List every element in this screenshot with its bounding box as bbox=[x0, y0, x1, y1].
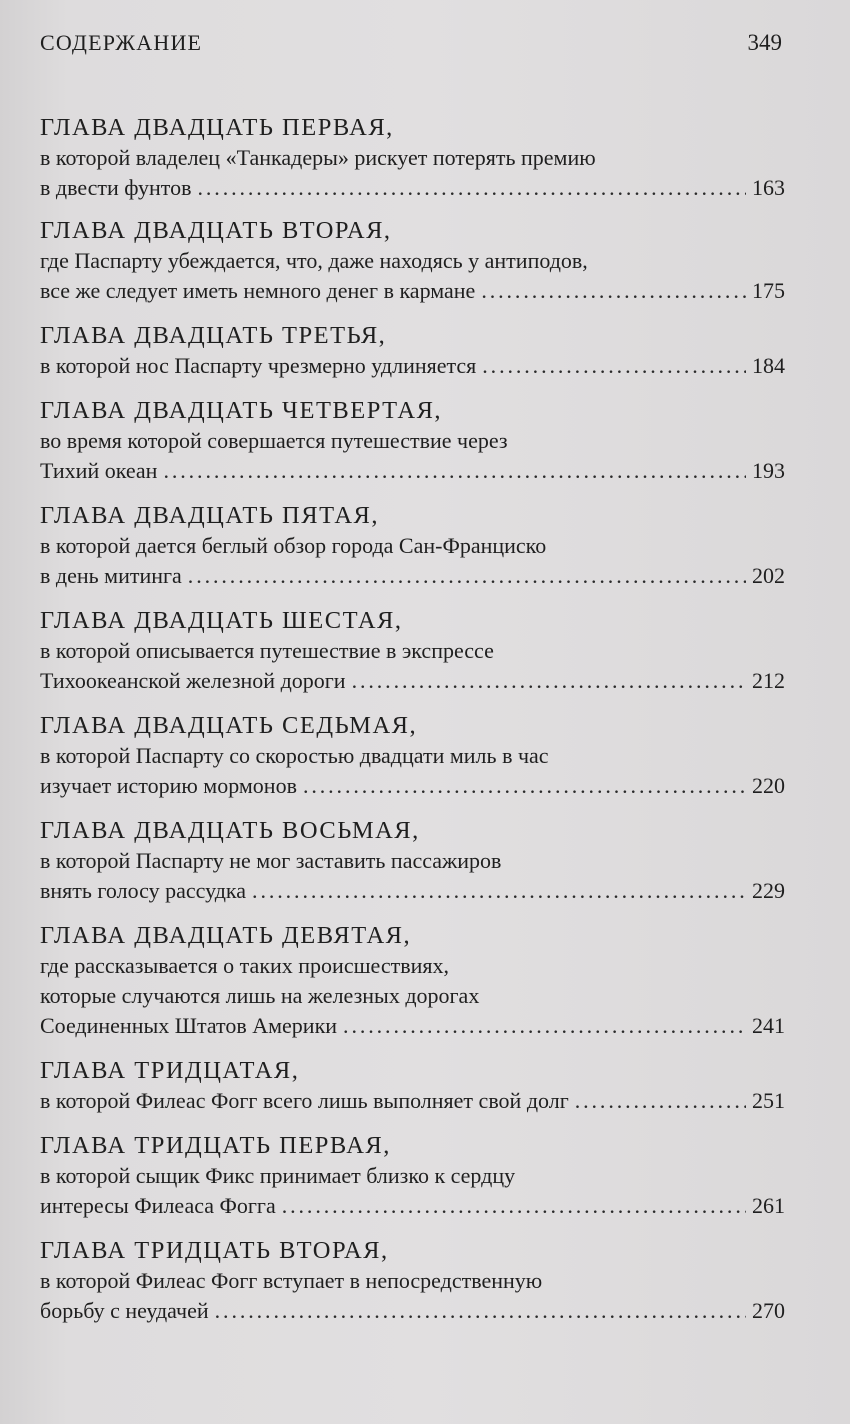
toc-entry bbox=[40, 215, 785, 306]
chapter-subtitle-last-line bbox=[40, 561, 785, 591]
dot-leader bbox=[198, 173, 747, 203]
chapter-subtitle-line: в которой сыщик Фикс принимает близко к сердцу bbox=[40, 1163, 516, 1188]
chapter-subtitle-text: интересы Филеаса Фогга bbox=[40, 1193, 276, 1218]
chapter-subtitle-text: в которой Филеас Фогг всего лишь выполняет свой долг bbox=[40, 1088, 569, 1113]
toc-entry bbox=[40, 710, 785, 801]
chapter-heading: ГЛАВА ТРИДЦАТЬ ВТОРАЯ, bbox=[40, 1237, 389, 1264]
dot-leader bbox=[343, 1011, 746, 1041]
chapter-page-number: 220 bbox=[752, 773, 785, 798]
chapter-page-number: 175 bbox=[752, 278, 785, 303]
toc-entry bbox=[40, 1055, 785, 1116]
chapter-subtitle-last-line bbox=[40, 1191, 785, 1221]
chapter-subtitle-line: в которой Паспарту не мог заставить пассажиров bbox=[40, 848, 502, 873]
chapter-subtitle-line: во время которой совершается путешествие через bbox=[40, 428, 508, 453]
toc-entry bbox=[40, 815, 785, 906]
toc-entry bbox=[40, 320, 785, 381]
chapter-subtitle-text: изучает историю мормонов bbox=[40, 773, 297, 798]
chapter-subtitle-last-line bbox=[40, 456, 785, 486]
chapter-heading: ГЛАВА ДВАДЦАТЬ ПЯТАЯ, bbox=[40, 502, 379, 529]
chapter-subtitle-text: Тихий океан bbox=[40, 458, 158, 483]
chapter-subtitle-text: в день митинга bbox=[40, 563, 182, 588]
chapter-subtitle-last-line bbox=[40, 1011, 785, 1041]
toc-entry bbox=[40, 112, 785, 203]
chapter-subtitle-line: в которой дается беглый обзор города Сан-Франциско bbox=[40, 533, 547, 558]
chapter-page-number: 212 bbox=[752, 668, 785, 693]
chapter-subtitle-text: борьбу с неудачей bbox=[40, 1298, 209, 1323]
chapter-subtitle-last-line bbox=[40, 173, 785, 203]
chapter-subtitle-text: Тихоокеанской железной дороги bbox=[40, 668, 346, 693]
chapter-heading: ГЛАВА ДВАДЦАТЬ ЧЕТВЕРТАЯ, bbox=[40, 397, 443, 424]
toc-entry bbox=[40, 1235, 785, 1326]
chapter-subtitle-last-line bbox=[40, 771, 785, 801]
chapter-subtitle-last-line bbox=[40, 1296, 785, 1326]
chapter-page-number: 163 bbox=[752, 175, 785, 200]
toc-entry bbox=[40, 1130, 785, 1221]
chapter-page-number: 270 bbox=[752, 1298, 785, 1323]
dot-leader bbox=[352, 666, 746, 696]
chapter-page-number: 261 bbox=[752, 1193, 785, 1218]
running-title: СОДЕРЖАНИЕ bbox=[40, 30, 203, 55]
chapter-subtitle-line: в которой владелец «Танкадеры» рискует потерять премию bbox=[40, 145, 596, 170]
toc-entry bbox=[40, 395, 785, 486]
chapter-subtitle-last-line bbox=[40, 1086, 785, 1116]
dot-leader bbox=[303, 771, 746, 801]
chapter-subtitle-line: где рассказывается о таких происшествиях, bbox=[40, 953, 449, 978]
chapter-heading: ГЛАВА ДВАДЦАТЬ ПЕРВАЯ, bbox=[40, 114, 394, 141]
toc-entry bbox=[40, 605, 785, 696]
dot-leader bbox=[163, 456, 746, 486]
chapter-subtitle-last-line bbox=[40, 666, 785, 696]
dot-leader bbox=[215, 1296, 746, 1326]
toc-entry bbox=[40, 500, 785, 591]
chapter-page-number: 251 bbox=[752, 1088, 785, 1113]
chapter-heading: ГЛАВА ДВАДЦАТЬ ТРЕТЬЯ, bbox=[40, 322, 387, 349]
toc-entry bbox=[40, 920, 785, 1041]
dot-leader bbox=[252, 876, 746, 906]
chapter-heading: ГЛАВА ДВАДЦАТЬ ВТОРАЯ, bbox=[40, 217, 392, 244]
chapter-page-number: 184 bbox=[752, 353, 785, 378]
dot-leader bbox=[482, 351, 746, 381]
page-number: 349 bbox=[747, 30, 782, 55]
chapter-heading: ГЛАВА ДВАДЦАТЬ ШЕСТАЯ, bbox=[40, 607, 403, 634]
chapter-subtitle-last-line bbox=[40, 276, 785, 306]
chapter-heading: ГЛАВА ТРИДЦАТЬ ПЕРВАЯ, bbox=[40, 1132, 391, 1159]
chapter-subtitle-text: в которой нос Паспарту чрезмерно удлиняется bbox=[40, 353, 477, 378]
chapter-subtitle-last-line bbox=[40, 351, 785, 381]
dot-leader bbox=[481, 276, 746, 306]
chapter-subtitle-line: где Паспарту убеждается, что, даже находясь у антиподов, bbox=[40, 248, 588, 273]
dot-leader bbox=[575, 1086, 746, 1116]
dot-leader bbox=[188, 561, 746, 591]
dot-leader bbox=[282, 1191, 746, 1221]
chapter-subtitle-text: Соединенных Штатов Америки bbox=[40, 1013, 338, 1038]
page-header bbox=[40, 30, 782, 64]
chapter-subtitle-text: внять голосу рассудка bbox=[40, 878, 247, 903]
chapter-subtitle-line: в которой Филеас Фогг вступает в непосредственную bbox=[40, 1268, 543, 1293]
table-of-contents bbox=[40, 112, 785, 1326]
chapter-page-number: 229 bbox=[752, 878, 785, 903]
chapter-heading: ГЛАВА ТРИДЦАТАЯ, bbox=[40, 1057, 300, 1084]
chapter-page-number: 202 bbox=[752, 563, 785, 588]
chapter-subtitle-last-line bbox=[40, 876, 785, 906]
chapter-subtitle-line: в которой Паспарту со скоростью двадцати миль в час bbox=[40, 743, 549, 768]
chapter-subtitle-text: все же следует иметь немного денег в кармане bbox=[40, 278, 476, 303]
chapter-heading: ГЛАВА ДВАДЦАТЬ СЕДЬМАЯ, bbox=[40, 712, 418, 739]
chapter-heading: ГЛАВА ДВАДЦАТЬ ДЕВЯТАЯ, bbox=[40, 922, 412, 949]
chapter-page-number: 241 bbox=[752, 1013, 785, 1038]
chapter-subtitle-line: в которой описывается путешествие в экспрессе bbox=[40, 638, 494, 663]
chapter-page-number: 193 bbox=[752, 458, 785, 483]
chapter-subtitle-text: в двести фунтов bbox=[40, 175, 192, 200]
chapter-heading: ГЛАВА ДВАДЦАТЬ ВОСЬМАЯ, bbox=[40, 817, 420, 844]
chapter-subtitle-line: которые случаются лишь на железных дорогах bbox=[40, 983, 480, 1008]
